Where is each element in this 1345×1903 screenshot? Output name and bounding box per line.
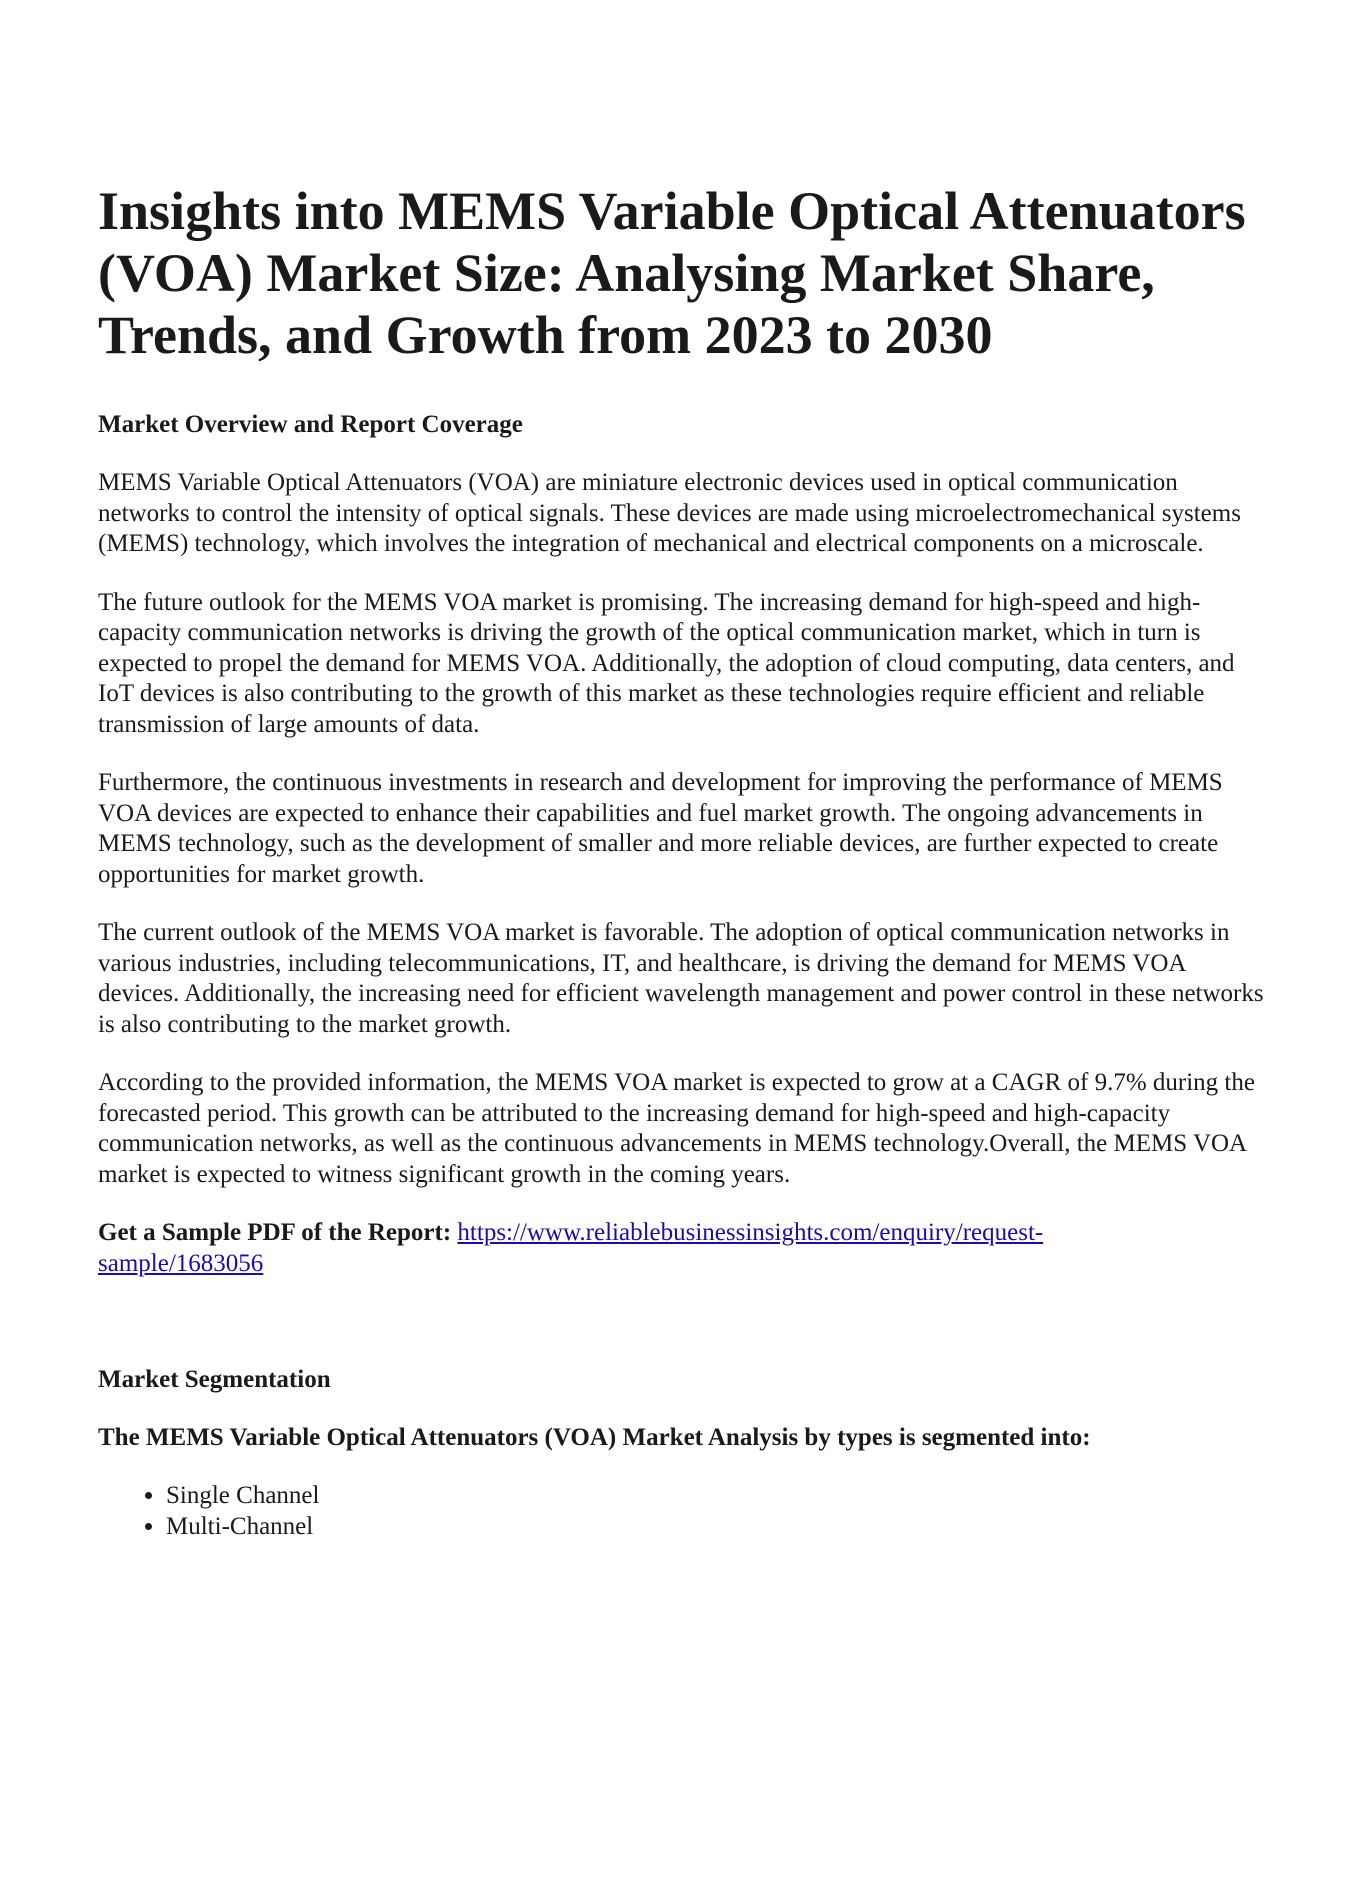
paragraph-future-outlook: The future outlook for the MEMS VOA market is promising. The increasing demand for high-speed and high-capacity communication networks is driving the growth of the optical communication market, which in turn is expected to propel the demand for MEMS VOA. Additionally, the adoption of cloud computing, data centers, and IoT devices is also contributing to the growth of this market as these technologies require efficient and reliable transmission of large amounts of data.	[98, 588, 1235, 738]
list-item: • Single Channel	[166, 1481, 1265, 1512]
paragraph-intro: MEMS Variable Optical Attenuators (VOA) are miniature electronic devices used in optical communication networks to control the intensity of optical signals. These devices are made using microelectromechanical systems (MEMS) technology, which involves the integration of mechanical and electrical components on a microscale.	[98, 469, 1241, 557]
sample-pdf-link[interactable]: https://www.reliablebusinessinsights.com/enquiry/request-sample/1683056	[98, 1219, 1044, 1277]
paragraph-cagr: According to the provided information, the MEMS VOA market is expected to grow at a CAGR of 9.7% during the forecasted period. This growth can be attributed to the increasing demand for high-speed and high-capacity communication networks, as well as the continuous advancements in MEMS technology.Overall, the MEMS VOA market is expected to witness significant growth in the coming years.	[98, 1069, 1255, 1188]
types-list	[98, 1481, 1265, 1542]
section-spacer	[98, 1279, 1265, 1365]
segmentation-heading: Market Segmentation	[98, 1366, 331, 1393]
page-title: Insights into MEMS Variable Optical Attenuators (VOA) Market Size: Analysing Market Share, Trends, and Growth from 2023 to 2030	[98, 181, 1246, 365]
overview-heading: Market Overview and Report Coverage	[98, 411, 523, 438]
types-heading: The MEMS Variable Optical Attenuators (VOA) Market Analysis by types is segmented into:	[98, 1424, 1091, 1451]
paragraph-current-outlook: The current outlook of the MEMS VOA market is favorable. The adoption of optical communication networks in various industries, including telecommunications, IT, and healthcare, is driving the demand for MEMS VOA devices. Additionally, the increasing need for efficient wavelength management and power control in these networks is also contributing to the market growth.	[98, 919, 1264, 1038]
sample-pdf-line	[98, 1218, 1178, 1279]
paragraph-investments: Furthermore, the continuous investments in research and development for improving the performance of MEMS VOA devices are expected to enhance their capabilities and fuel market growth. The ongoing advancements in MEMS technology, such as the development of smaller and more reliable devices, are further expected to create opportunities for market growth.	[98, 769, 1223, 888]
sample-pdf-label: Get a Sample PDF of the Report:	[98, 1219, 452, 1246]
list-item: • Multi-Channel	[166, 1512, 1265, 1543]
